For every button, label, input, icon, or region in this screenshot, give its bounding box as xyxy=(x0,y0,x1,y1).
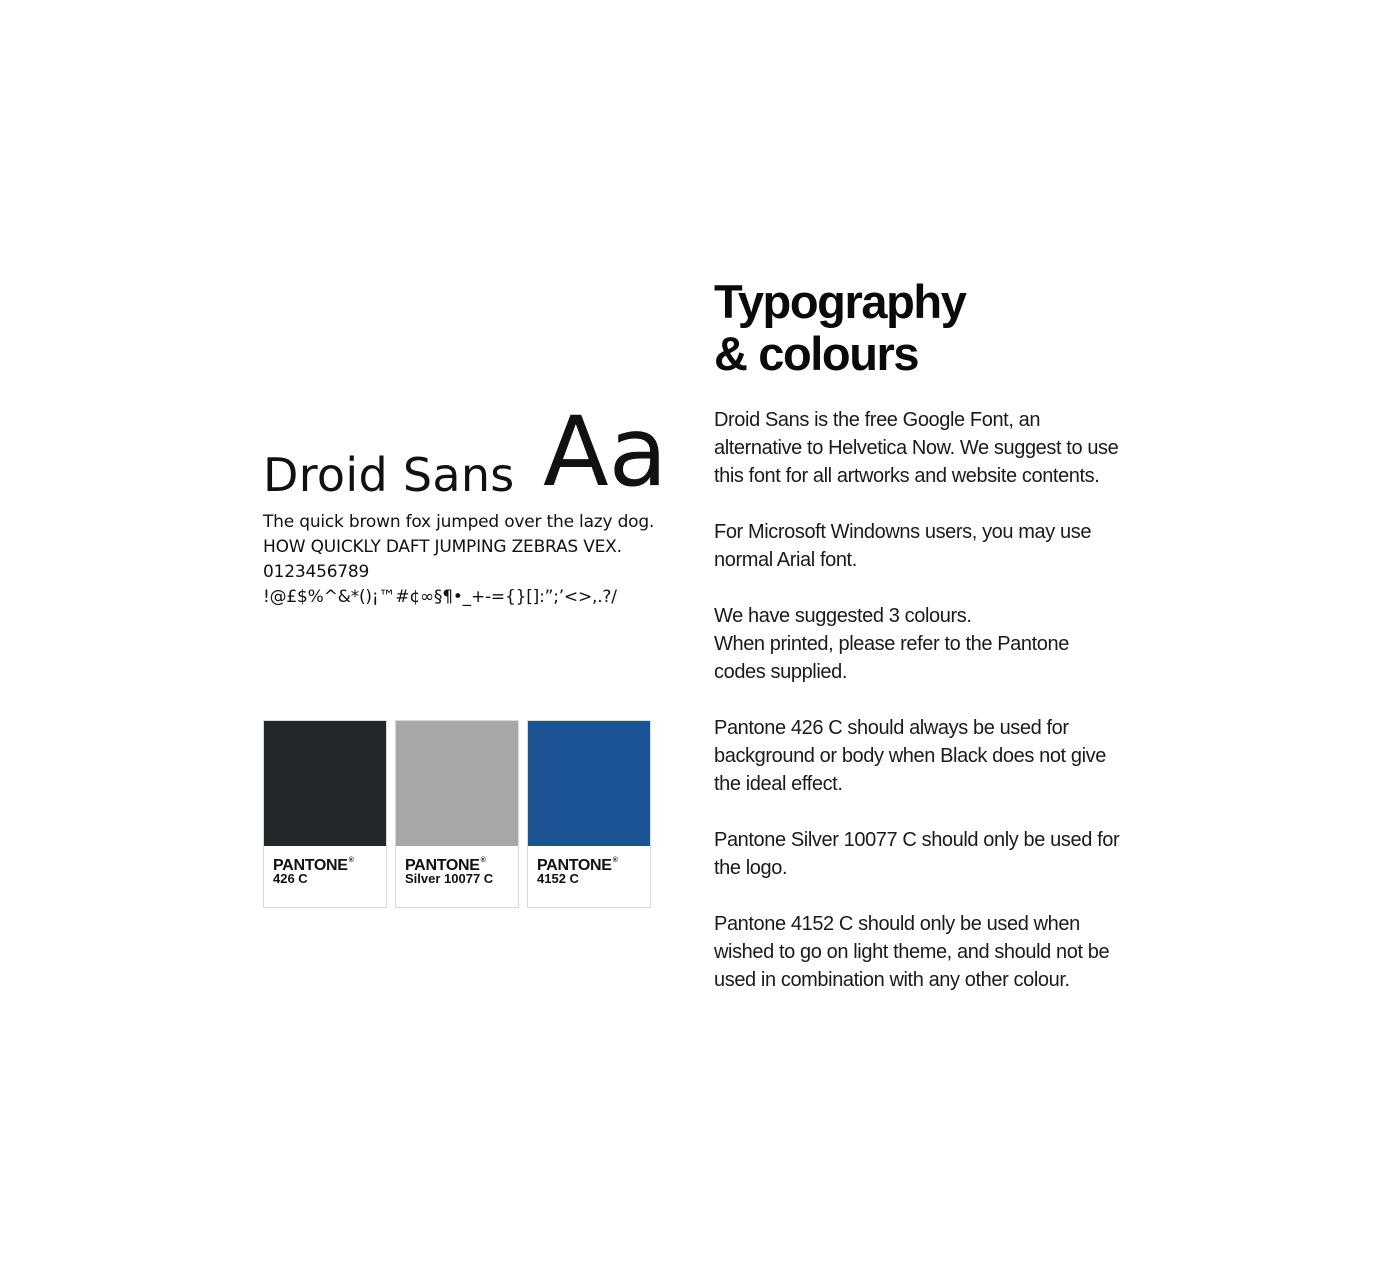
text-line: the logo. xyxy=(714,857,788,879)
text-line: Pantone 4152 C should only be used when xyxy=(714,913,1080,935)
sample-line-numerals: 0123456789 xyxy=(263,562,370,582)
text-line: Pantone Silver 10077 C should only be used for xyxy=(714,829,1120,851)
swatch-color-4152c xyxy=(528,721,650,846)
text-line: alternative to Helvetica Now. We suggest to use xyxy=(714,437,1119,459)
paragraph-font-intro xyxy=(714,406,1154,490)
swatch-brand: PANTONE® xyxy=(273,857,354,874)
swatch-brand: PANTONE® xyxy=(537,857,618,874)
text-line: normal Arial font. xyxy=(714,549,857,571)
swatch-color-silver-10077c xyxy=(396,721,518,846)
swatch-code: 4152 C xyxy=(537,871,579,886)
paragraph-windows-users xyxy=(714,518,1154,574)
swatch-color-426c xyxy=(264,721,386,846)
swatch-4152c xyxy=(527,720,651,908)
sample-line-uppercase: HOW QUICKLY DAFT JUMPING ZEBRAS VEX. xyxy=(263,537,622,557)
swatch-426c xyxy=(263,720,387,908)
swatch-brand: PANTONE® xyxy=(405,857,486,874)
font-name-row xyxy=(263,396,668,508)
swatch-code: Silver 10077 C xyxy=(405,871,494,886)
font-glyph-sample: Aa xyxy=(543,396,668,508)
paragraph-4152c-usage xyxy=(714,910,1154,994)
text-line: the ideal effect. xyxy=(714,773,843,795)
page-title-line: Typography xyxy=(714,275,966,328)
text-line: Pantone 426 C should always be used for xyxy=(714,717,1069,739)
text-line: We have suggested 3 colours. xyxy=(714,605,972,627)
paragraph-426c-usage xyxy=(714,714,1154,798)
swatch-code: 426 C xyxy=(273,871,308,886)
sample-line-pangram: The quick brown fox jumped over the lazy dog. xyxy=(263,512,655,532)
paragraph-colours-intro xyxy=(714,602,1154,686)
text-line: For Microsoft Windowns users, you may use xyxy=(714,521,1092,543)
page-title-line: & colours xyxy=(714,327,919,380)
paragraph-silver-usage xyxy=(714,826,1154,882)
swatch-silver-10077c xyxy=(395,720,519,908)
sample-text xyxy=(263,510,654,610)
sample-line-symbols: !@£$%^&*()¡™#¢∞§¶•_+-={}[]:”;’<>,.?/ xyxy=(263,587,617,607)
text-line: background or body when Black does not give xyxy=(714,745,1106,767)
text-line: wished to go on light theme, and should not be xyxy=(714,941,1110,963)
body-paragraphs xyxy=(714,406,1154,994)
page-title xyxy=(714,276,1154,380)
font-specimen xyxy=(263,396,668,607)
text-line: codes supplied. xyxy=(714,661,847,683)
pantone-swatches xyxy=(263,720,651,908)
text-line: When printed, please refer to the Pantone xyxy=(714,633,1069,655)
font-name: Droid Sans xyxy=(263,448,515,502)
text-line: used in combination with any other colour. xyxy=(714,969,1070,991)
text-line: this font for all artworks and website contents. xyxy=(714,465,1100,487)
text-line: Droid Sans is the free Google Font, an xyxy=(714,409,1041,431)
guidelines-text xyxy=(714,276,1154,1022)
